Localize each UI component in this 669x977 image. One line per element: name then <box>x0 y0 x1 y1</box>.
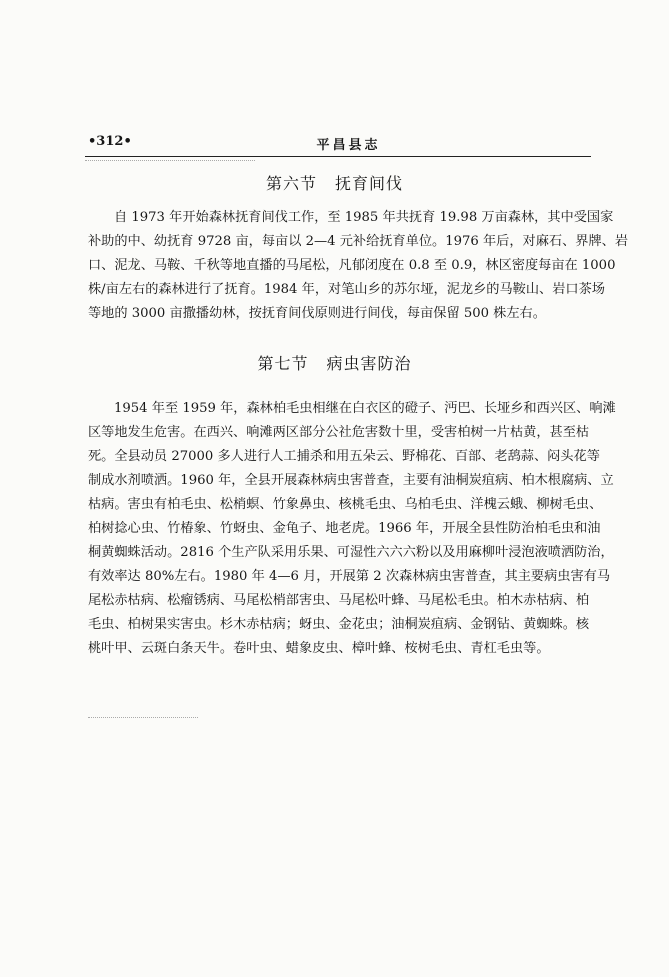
section-title: 抚育间伐 <box>335 174 404 193</box>
text-line: 株/亩左右的森林进行了抚育。1984 年，对笔山乡的苏尔垭，泥龙乡的马鞍山、岩口茶场 <box>88 282 605 297</box>
text-line: 自 1973 年开始森林抚育间伐工作，至 1985 年共抚育 19.98 万亩森林，其中受国家 <box>114 210 614 225</box>
text-line: 桐黄蜘蛛活动。2816 个生产队采用乐果、可湿性六六六粉以及用麻柳叶浸泡液喷洒防治， <box>88 545 614 560</box>
section-7-paragraph <box>88 397 616 661</box>
header-rule <box>85 156 591 157</box>
section-6-paragraph <box>88 206 629 326</box>
text-line: 桃叶甲、云斑白条天牛。卷叶虫、蜡象皮虫、樟叶蜂、桉树毛虫、青杠毛虫等。 <box>88 641 550 656</box>
text-line: 有效率达 80%左右。1980 年 4—6 月，开展第 2 次森林病虫害普查，其主要病虫害有马 <box>88 569 611 584</box>
section-heading-7 <box>0 351 669 374</box>
running-header-title: 平昌县志 <box>316 138 381 153</box>
text-line: 1954 年至 1959 年，森林柏毛虫相继在白衣区的磴子、沔巴、长垭乡和西兴区、响滩 <box>114 401 616 416</box>
section-number: 第七节 <box>257 354 309 373</box>
scan-noise <box>88 717 198 718</box>
page-number: •312• <box>88 134 132 149</box>
text-line: 等地的 3000 亩撒播幼林，按抚育间伐原则进行间伐，每亩保留 500 株左右。 <box>88 306 546 321</box>
section-number: 第六节 <box>265 174 317 193</box>
text-line: 尾松赤枯病、松瘤锈病、马尾松梢部害虫、马尾松叶蜂、马尾松毛虫。柏木赤枯病、柏 <box>88 593 590 608</box>
text-line: 区等地发生危害。在西兴、响滩两区部分公社危害数十里，受害柏树一片枯黄，甚至枯 <box>88 425 590 440</box>
text-line: 枯病。害虫有柏毛虫、松梢螟、竹象鼻虫、核桃毛虫、乌柏毛虫、洋槐云蛾、柳树毛虫、 <box>88 497 603 512</box>
section-title: 病虫害防治 <box>326 354 412 373</box>
text-line: 制成水剂喷洒。1960 年，全县开展森林病虫害普查，主要有油桐炭疽病、柏木根腐病、立 <box>88 473 614 488</box>
text-line: 柏树捻心虫、竹椿象、竹蚜虫、金龟子、地老虎。1966 年，开展全县性防治柏毛虫和油 <box>88 521 601 536</box>
text-line: 毛虫、柏树果实害虫。杉木赤枯病；蚜虫、金花虫；油桐炭疽病、金钢钻、黄蜘蛛。核 <box>88 617 590 632</box>
text-line: 口、泥龙、马鞍、千秋等地直播的马尾松，凡郁闭度在 0.8 至 0.9，林区密度每亩在 1000 <box>88 258 616 273</box>
section-heading-6 <box>0 171 669 194</box>
text-line: 死。全县动员 27000 多人进行人工捕杀和用五朵云、野棉花、百部、老鸹蒜、闷头花等 <box>88 449 600 464</box>
text-line: 补助的中、幼抚育 9728 亩，每亩以 2—4 元补给抚育单位。1976 年后，对麻石、界牌、岩 <box>88 234 629 249</box>
scan-noise <box>85 160 255 161</box>
